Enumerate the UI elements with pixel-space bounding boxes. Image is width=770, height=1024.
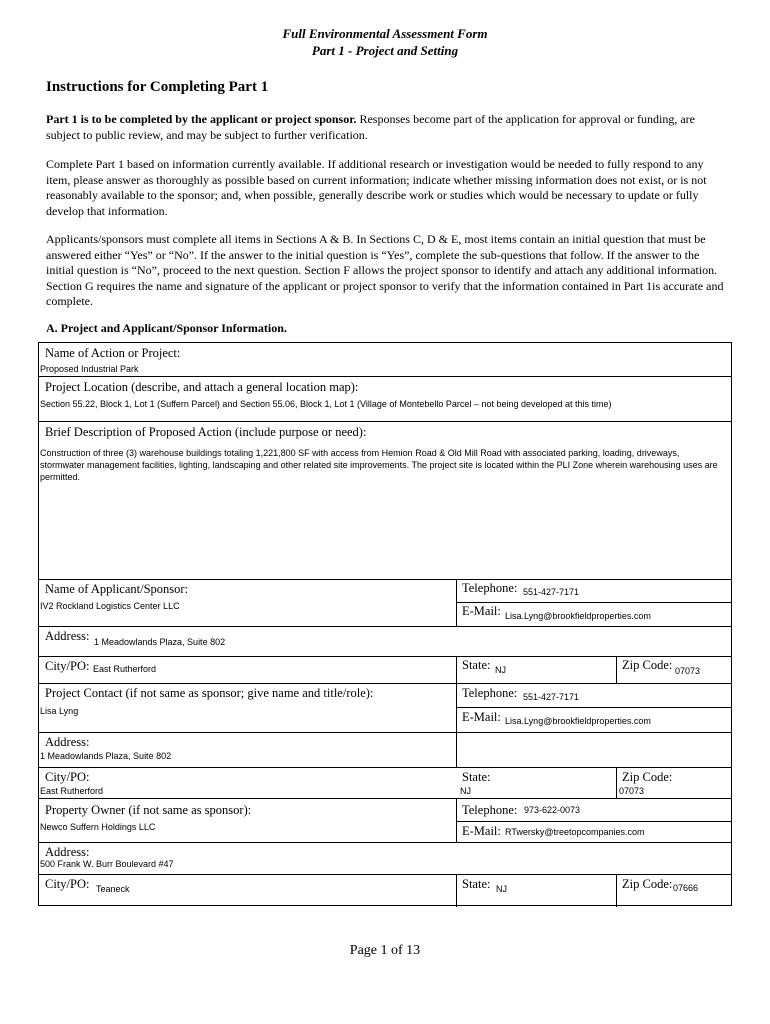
row-divider	[39, 874, 731, 875]
instructions-paragraph-1	[46, 112, 726, 143]
owner-state-value[interactable]: NJ	[496, 884, 507, 894]
col-divider	[616, 767, 617, 798]
contact-telephone-value[interactable]: 551-427-7171	[523, 692, 580, 702]
contact-address-value[interactable]: 1 Meadowlands Plaza, Suite 802	[40, 751, 172, 761]
contact-telephone-label: Telephone:	[462, 686, 518, 700]
col-divider	[456, 579, 457, 626]
applicant-telephone-label: Telephone:	[462, 581, 518, 595]
instructions-heading: Instructions for Completing Part 1	[46, 79, 269, 95]
project-location-value[interactable]: Section 55.22, Block 1, Lot 1 (Suffern Parcel) and Section 55.06, Block 1, Lot 1 (Village of Montebello Parcel – not being developed at this time)	[40, 399, 612, 409]
row-divider	[39, 842, 731, 843]
owner-city-value[interactable]: Teaneck	[96, 884, 130, 894]
instructions-paragraph-3: Applicants/sponsors must complete all items in Sections A & B. In Sections C, D & E, most items contain an initial question that must be answered either “Yes” or “No”. If the answer to the initial question is “Yes”, complete the sub-questions that follow. If the answer to the initial question is “No”, proceed to the next question. Section F allows the project sponsor to identify and attach any additional information. Section G requires the name and signature of the applicant or project sponsor to verify that the information contained in Part 1is accurate and complete.	[46, 232, 724, 308]
applicant-state-value[interactable]: NJ	[495, 665, 506, 675]
owner-name-value[interactable]: Newco Suffern Holdings LLC	[40, 822, 156, 832]
form-title: Full Environmental Assessment Form	[282, 26, 488, 41]
applicant-email-value[interactable]: Lisa.Lyng@brookfieldproperties.com	[505, 611, 651, 621]
applicant-city-label: City/PO:	[45, 659, 90, 673]
owner-address-value[interactable]: 500 Frank W. Burr Boulevard #47	[40, 859, 174, 869]
applicant-name-label: Name of Applicant/Sponsor:	[45, 582, 189, 596]
col-divider	[456, 874, 457, 907]
contact-address-label: Address:	[45, 735, 90, 749]
applicant-state-label: State:	[462, 658, 491, 672]
owner-email-label: E-Mail:	[462, 824, 501, 838]
row-divider	[456, 821, 731, 822]
owner-city-label: City/PO:	[45, 877, 90, 891]
row-divider	[39, 767, 731, 768]
owner-telephone-label: Telephone:	[462, 803, 518, 817]
row-divider	[39, 376, 731, 377]
form-subtitle: Part 1 - Project and Setting	[311, 43, 459, 58]
row-divider	[39, 579, 731, 580]
description-label: Brief Description of Proposed Action (include purpose or need):	[45, 425, 367, 439]
applicant-telephone-value[interactable]: 551-427-7171	[523, 587, 580, 597]
contact-email-value[interactable]: Lisa.Lyng@brookfieldproperties.com	[505, 716, 651, 726]
contact-state-value[interactable]: NJ	[460, 786, 471, 796]
contact-zip-label: Zip Code:	[622, 770, 673, 784]
contact-name-value[interactable]: Lisa Lyng	[40, 706, 79, 716]
page-number: Page 1 of 13	[349, 943, 421, 958]
applicant-zip-value[interactable]: 07073	[675, 666, 701, 676]
owner-zip-value[interactable]: 07666	[673, 883, 699, 893]
row-divider	[39, 626, 731, 627]
row-divider	[39, 683, 731, 684]
col-divider	[616, 656, 617, 683]
applicant-city-value[interactable]: East Rutherford	[93, 664, 157, 674]
contact-city-label: City/PO:	[45, 770, 90, 784]
owner-telephone-value[interactable]: 973-622-0073	[524, 805, 581, 815]
action-name-label: Name of Action or Project:	[45, 346, 181, 360]
owner-zip-label: Zip Code:	[622, 877, 673, 891]
owner-address-label: Address:	[45, 845, 90, 859]
contact-zip-value[interactable]: 07073	[619, 786, 645, 796]
contact-state-label: State:	[462, 770, 491, 784]
row-divider	[39, 732, 731, 733]
row-divider	[456, 602, 731, 603]
applicant-address-label: Address:	[45, 629, 90, 643]
applicant-address-value[interactable]: 1 Meadowlands Plaza, Suite 802	[94, 637, 226, 647]
contact-email-label: E-Mail:	[462, 710, 501, 724]
project-info-form	[38, 342, 732, 906]
col-divider	[456, 656, 457, 767]
instructions-p1-rest: Responses become part of the application for approval or funding, are subject to public review, and may be subject to further verification.	[46, 112, 695, 142]
instructions-paragraph-2: Complete Part 1 based on information currently available. If additional research or investigation would be needed to fully respond to any item, please answer as thoroughly as possible based on current information; indicate whether missing information does not exist, or is not reasonably available to the sponsor; and, when possible, generally describe work or studies which would be necessary to update or fully develop that information.	[46, 157, 707, 218]
action-name-value[interactable]: Proposed Industrial Park	[40, 364, 139, 374]
owner-name-label: Property Owner (if not same as sponsor):	[45, 803, 252, 817]
section-a-heading: A. Project and Applicant/Sponsor Information.	[46, 321, 287, 335]
contact-city-value[interactable]: East Rutherford	[40, 786, 104, 796]
owner-email-value[interactable]: RTwersky@treetopcompanies.com	[505, 827, 645, 837]
col-divider	[616, 874, 617, 907]
description-value[interactable]: Construction of three (3) warehouse buildings totaling 1,221,800 SF with access from Hemion Road & Old Mill Road with associated parking, loading, driveways, stormwater management facilities, lighting, landscaping and other related site improvements. The project site is located within the PLI Zone wherein warehousing uses are permitted.	[40, 448, 718, 482]
contact-name-label: Project Contact (if not same as sponsor; give name and title/role):	[45, 686, 374, 700]
applicant-zip-label: Zip Code:	[622, 658, 673, 672]
row-divider	[456, 707, 731, 708]
instructions-p1-bold: Part 1 is to be completed by the applicant or project sponsor.	[46, 112, 357, 126]
applicant-email-label: E-Mail:	[462, 604, 501, 618]
owner-state-label: State:	[462, 877, 491, 891]
col-divider	[456, 798, 457, 842]
row-divider	[39, 798, 731, 799]
applicant-name-value[interactable]: IV2 Rockland Logistics Center LLC	[40, 601, 180, 611]
project-location-label: Project Location (describe, and attach a general location map):	[45, 380, 359, 394]
row-divider	[39, 656, 731, 657]
row-divider	[39, 421, 731, 422]
